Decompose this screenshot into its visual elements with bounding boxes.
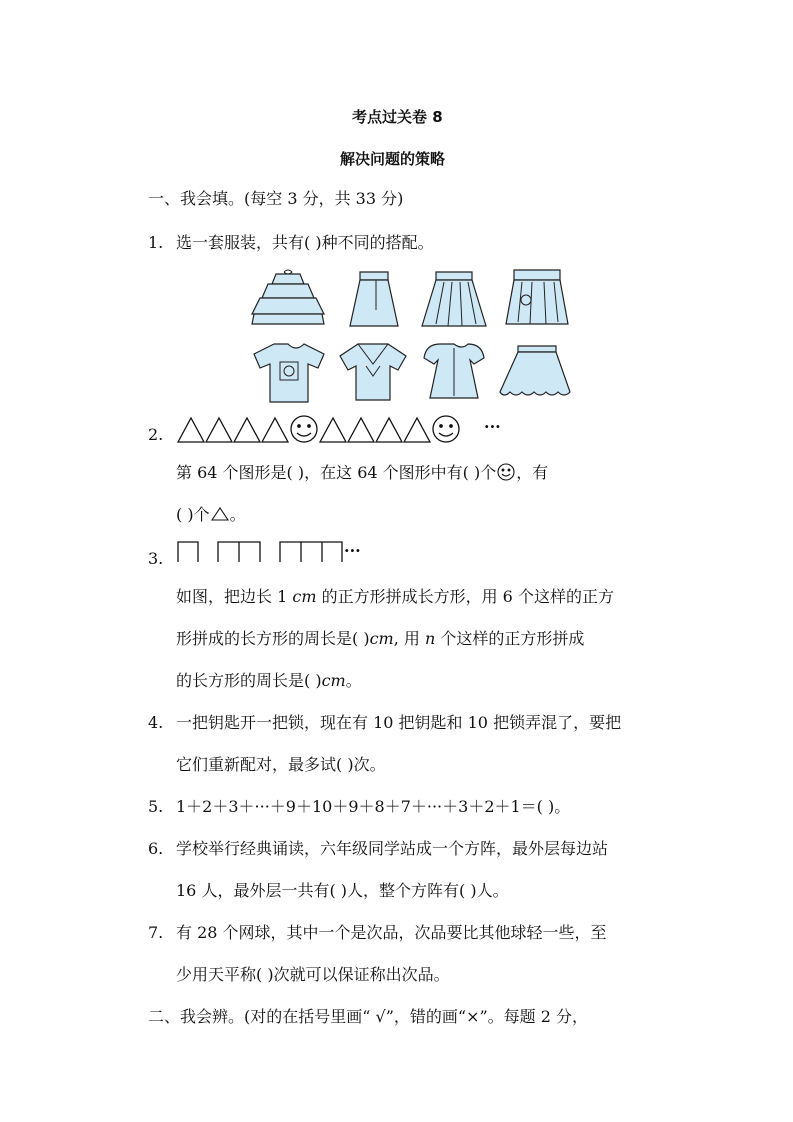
q3-line1 [176, 586, 614, 608]
q3-ellipsis: ··· [344, 541, 361, 560]
unit-cm: cm [369, 629, 394, 648]
q7-line2: 少用天平称( )次就可以保证称出次品。 [176, 965, 450, 984]
page-title: 考点过关卷 8 [352, 108, 443, 126]
triangle-icon [348, 418, 374, 442]
section1-heading: 一、我会填。(每空 3 分，共 33 分) [148, 189, 404, 208]
q7-line1: 有 28 个网球，其中一个是次品，次品要比其他球轻一些，至 [176, 923, 607, 942]
q2-line2-text: ( )个 [176, 505, 210, 524]
page-subtitle: 解决问题的策略 [340, 150, 446, 168]
triangle-icon [206, 418, 232, 442]
q6-line1: 学校举行经典诵读，六年级同学站成一个方阵，最外层每边站 [176, 839, 609, 858]
pleated-skirt-icon [418, 270, 490, 332]
q2-line1-text: 第 64 个图形是( )，在这 64 个图形中有( )个 [176, 463, 497, 482]
q2-line1 [176, 462, 548, 484]
q5-number: 5. [148, 797, 164, 816]
tshirt-icon [252, 342, 326, 404]
unit-cm: cm [321, 671, 346, 690]
q6-number: 6. [148, 839, 164, 858]
q3-line2-mid: , 用 [393, 629, 425, 648]
sailor-shirt-icon [336, 340, 410, 404]
smiley-icon [291, 416, 317, 442]
a-line-skirt-icon [346, 270, 402, 332]
q1-text: 选一套服装，共有( )种不同的搭配。 [176, 233, 434, 252]
smiley-icon [496, 463, 516, 481]
q1-number: 1. [148, 233, 164, 252]
triangle-icon [320, 418, 346, 442]
q4-line2: 它们重新配对，最多试( )次。 [176, 755, 386, 774]
q3-line3-text: 的长方形的周长是( ) [176, 671, 322, 690]
triangle-icon [178, 418, 204, 442]
variable-n: n [424, 629, 436, 648]
q4-number: 4. [148, 713, 164, 732]
q3-line1-rest: 的正方形拼成长方形，用 6 个这样的正方 [316, 587, 614, 606]
q3-line3-end: 。 [345, 671, 362, 690]
triangle-icon [376, 418, 402, 442]
puff-dress-top-icon [418, 340, 490, 404]
flower-skirt-icon [504, 268, 570, 332]
triangle-icon [404, 418, 430, 442]
q3-line2-text: 形拼成的长方形的周长是( ) [176, 629, 370, 648]
flared-skirt-icon [500, 342, 574, 402]
q3-line2 [176, 628, 584, 650]
unit-cm: cm [292, 587, 317, 606]
q5-line1: 1＋2＋3＋···＋9＋10＋9＋8＋7＋···＋3＋2＋1＝( )。 [176, 797, 571, 816]
triangle-icon [234, 418, 260, 442]
q3-line2-rest: 个这样的正方形拼成 [435, 629, 585, 648]
q4-line1: 一把钥匙开一把锁，现在有 10 把钥匙和 10 把锁弄混了，要把 [176, 713, 622, 732]
section2-heading: 二、我会辨。(对的在括号里画“ √”，错的画“×”。每题 2 分， [148, 1007, 589, 1026]
q2-ellipsis: ··· [484, 417, 501, 436]
q2-shape-sequence [176, 412, 506, 446]
q2-number: 2. [148, 425, 164, 444]
q2-line2-suffix: 。 [229, 505, 246, 524]
ruffled-skirt-icon [248, 268, 328, 332]
q3-line3 [176, 670, 362, 692]
triangle-icon [210, 506, 230, 522]
q3-square-strips [176, 538, 346, 564]
smiley-icon [433, 416, 459, 442]
q2-line2 [176, 504, 246, 526]
q6-line2: 16 人，最外层一共有( )人，整个方阵有( )人。 [176, 881, 509, 900]
q3-number: 3. [148, 549, 164, 568]
q2-line1-suffix: ，有 [516, 463, 549, 482]
q7-number: 7. [148, 923, 164, 942]
triangle-icon [262, 418, 288, 442]
q3-line1-text: 如图，把边长 1 [176, 587, 293, 606]
